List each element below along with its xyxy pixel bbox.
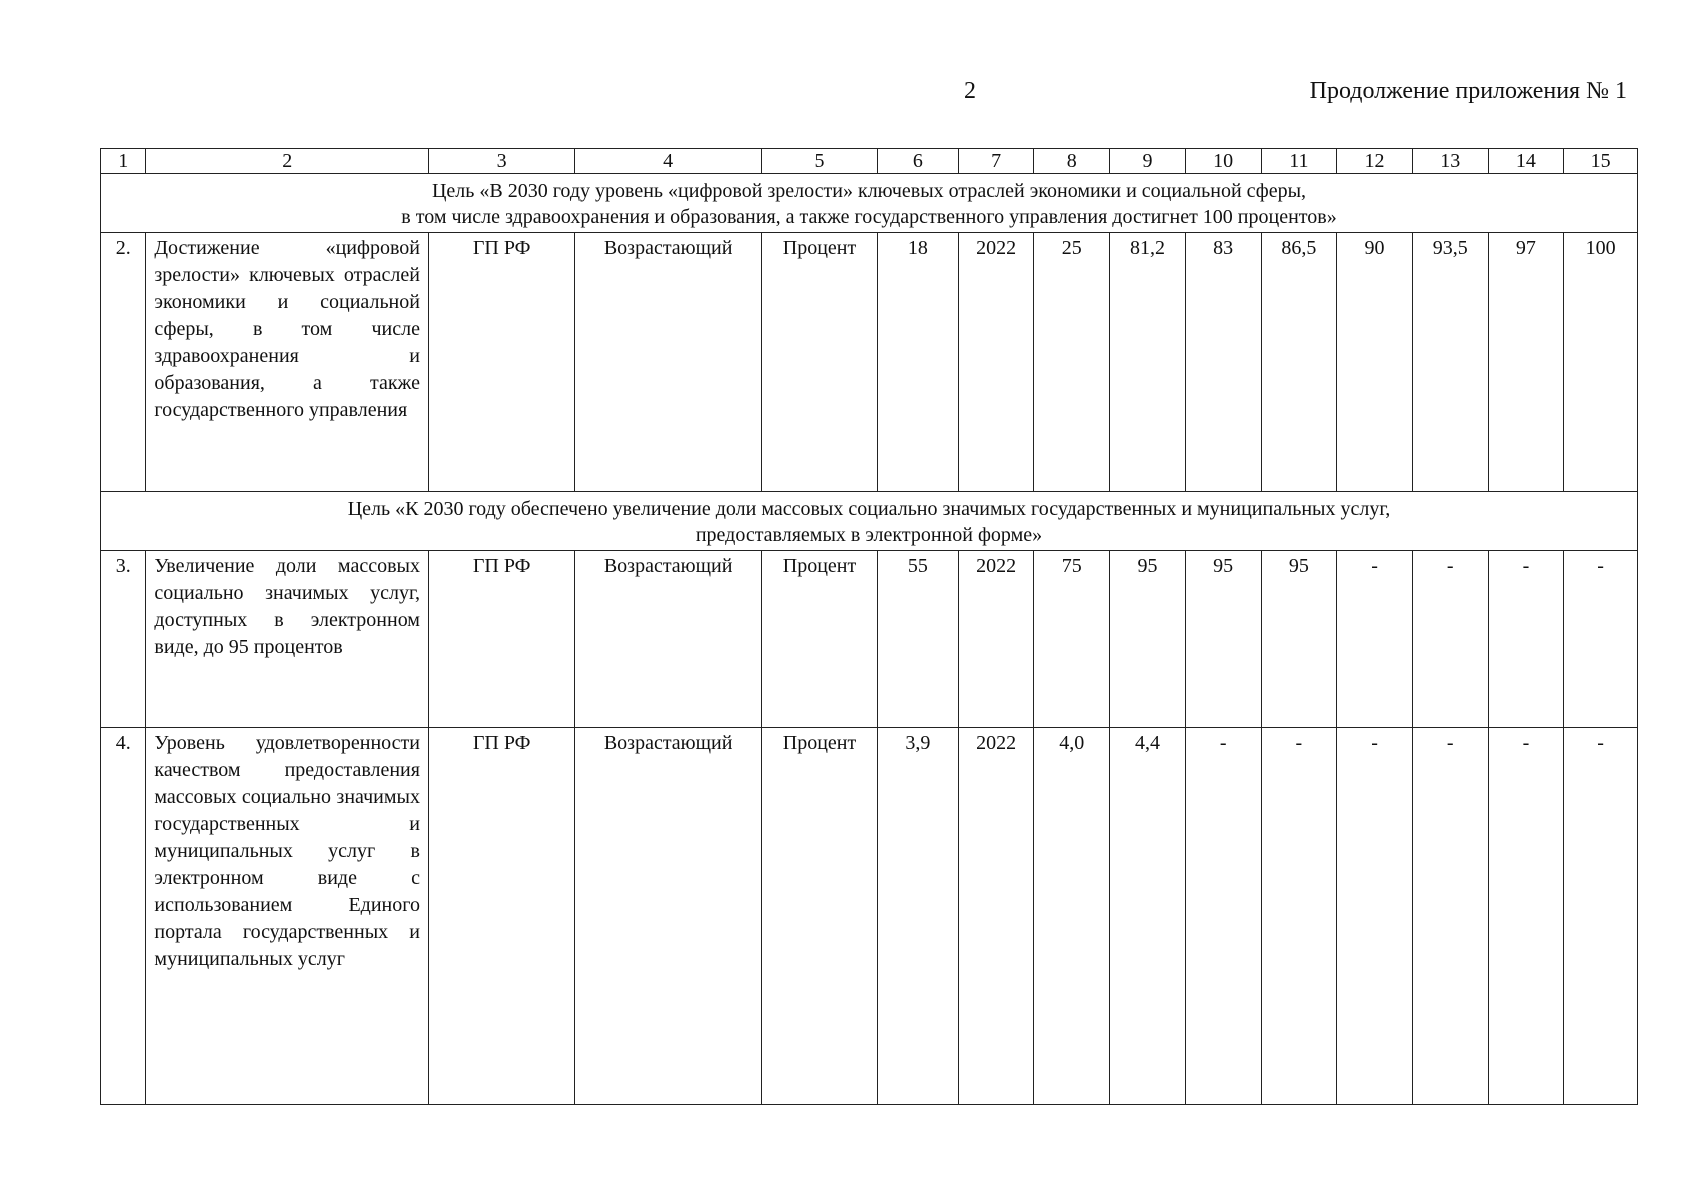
goal-heading-line: в том числе здравоохранения и образования, а также государственного управления достигнет 100 процентов» [401, 206, 1337, 228]
goal-row [101, 492, 1638, 551]
column-number: 6 [878, 149, 959, 174]
base-year: 2022 [958, 728, 1034, 1105]
indicator-unit: Процент [761, 233, 877, 492]
value-cell: - [1488, 728, 1564, 1105]
value-cell: - [1412, 551, 1488, 728]
value-cell: - [1261, 728, 1337, 1105]
column-number: 4 [575, 149, 762, 174]
base-value: 55 [878, 551, 959, 728]
goal-row [101, 174, 1638, 233]
value-cell: 100 [1564, 233, 1638, 492]
column-number: 2 [146, 149, 429, 174]
value-cell: 97 [1488, 233, 1564, 492]
value-cell: 81,2 [1110, 233, 1186, 492]
indicator-trend: Возрастающий [575, 728, 762, 1105]
value-cell: - [1564, 551, 1638, 728]
column-number: 11 [1261, 149, 1337, 174]
goal-heading-line: предоставляемых в электронной форме» [695, 524, 1043, 546]
indicator-trend: Возрастающий [575, 233, 762, 492]
row-number: 4. [101, 728, 146, 1105]
row-number: 2. [101, 233, 146, 492]
column-number: 1 [101, 149, 146, 174]
value-cell: - [1337, 551, 1413, 728]
column-number: 3 [428, 149, 574, 174]
value-cell: - [1412, 728, 1488, 1105]
goal-heading [101, 492, 1638, 551]
base-value: 3,9 [878, 728, 959, 1105]
value-cell: 25 [1034, 233, 1110, 492]
column-number: 9 [1110, 149, 1186, 174]
indicator-unit: Процент [761, 551, 877, 728]
value-cell: 95 [1185, 551, 1261, 728]
value-cell: 75 [1034, 551, 1110, 728]
goal-heading [101, 174, 1638, 233]
column-number: 7 [958, 149, 1034, 174]
indicator-level: ГП РФ [428, 728, 574, 1105]
page-number: 2 [964, 78, 976, 104]
column-number: 14 [1488, 149, 1564, 174]
table-row [101, 233, 1638, 492]
value-cell: - [1185, 728, 1261, 1105]
value-cell: 83 [1185, 233, 1261, 492]
indicator-name: Уровень удовлетворенности качеством предоставления массовых социально значимых государственных и муниципальных услуг в электронном виде с использованием Единого портала государственных и муниципальных услуг [146, 728, 429, 1105]
value-cell: - [1564, 728, 1638, 1105]
base-value: 18 [878, 233, 959, 492]
base-year: 2022 [958, 233, 1034, 492]
value-cell: 4,4 [1110, 728, 1186, 1105]
indicator-trend: Возрастающий [575, 551, 762, 728]
value-cell: 86,5 [1261, 233, 1337, 492]
column-number: 8 [1034, 149, 1110, 174]
indicator-name: Увеличение доли массовых социально значимых услуг, доступных в электронном виде, до 95 процентов [146, 551, 429, 728]
value-cell: 90 [1337, 233, 1413, 492]
indicator-unit: Процент [761, 728, 877, 1105]
column-number: 12 [1337, 149, 1413, 174]
base-year: 2022 [958, 551, 1034, 728]
goal-heading-line: Цель «В 2030 году уровень «цифровой зрелости» ключевых отраслей экономики и социальной сферы, [431, 180, 1307, 202]
column-number-row [101, 149, 1638, 174]
appendix-continuation-note: Продолжение приложения № 1 [1309, 78, 1627, 104]
column-number: 13 [1412, 149, 1488, 174]
row-number: 3. [101, 551, 146, 728]
value-cell: 4,0 [1034, 728, 1110, 1105]
value-cell: 93,5 [1412, 233, 1488, 492]
indicators-table [100, 148, 1638, 1105]
goal-heading-line: Цель «К 2030 году обеспечено увеличение доли массовых социально значимых государственных и муниципальных услуг, [347, 498, 1391, 520]
indicator-level: ГП РФ [428, 551, 574, 728]
indicator-name: Достижение «цифровой зрелости» ключевых отраслей экономики и социальной сферы, в том числе здравоохранения и образования, а также государственного управления [146, 233, 429, 492]
table-row [101, 551, 1638, 728]
column-number: 15 [1564, 149, 1638, 174]
value-cell: 95 [1261, 551, 1337, 728]
indicator-level: ГП РФ [428, 233, 574, 492]
value-cell: - [1337, 728, 1413, 1105]
value-cell: 95 [1110, 551, 1186, 728]
column-number: 5 [761, 149, 877, 174]
column-number: 10 [1185, 149, 1261, 174]
value-cell: - [1488, 551, 1564, 728]
table-row [101, 728, 1638, 1105]
